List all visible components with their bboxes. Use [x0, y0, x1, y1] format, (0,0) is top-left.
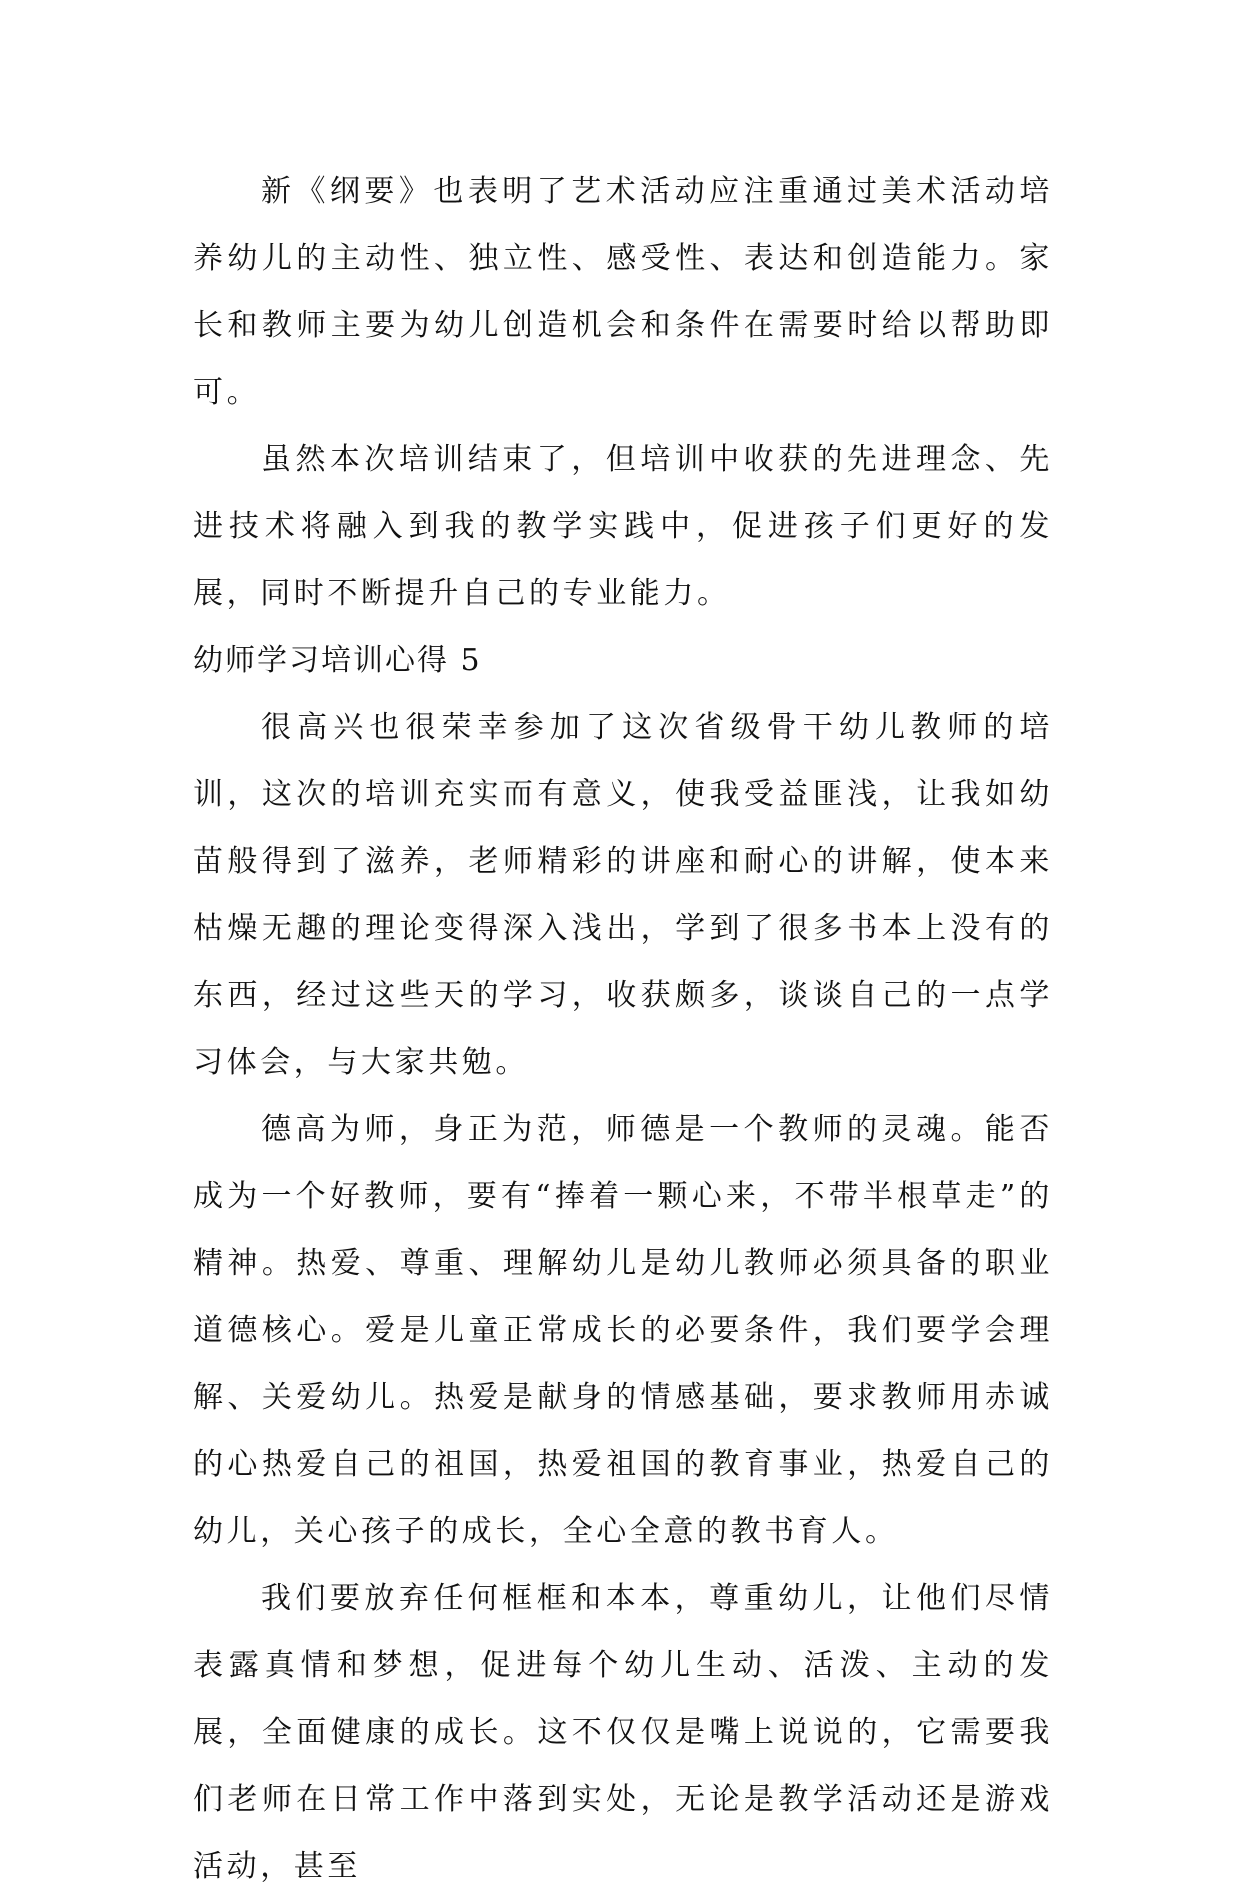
paragraph-teacher-ethics: 德高为师，身正为范，师德是一个教师的灵魂。能否成为一个好教师，要有“捧着一颗心来，不带半根草走”的精神。热爱、尊重、理解幼儿是幼儿教师必须具备的职业道德核心。爱是儿童正常成长的必要条件，我们要学会理解、关爱幼儿。热爱是献身的情感基础，要求教师用赤诚的心热爱自己的祖国，热爱祖国的教育事业，热爱自己的幼儿，关心孩子的成长，全心全意的教书育人。	[193, 1112, 1053, 1549]
paragraph-art-activities: 新《纲要》也表明了艺术活动应注重通过美术活动培养幼儿的主动性、独立性、感受性、表达和创造能力。家长和教师主要为幼儿创造机会和条件在需要时给以帮助即可。	[193, 174, 1053, 410]
paragraph-honored-to-attend: 很高兴也很荣幸参加了这次省级骨干幼儿教师的培训，这次的培训充实而有意义，使我受益匪浅，让我如幼苗般得到了滋养，老师精彩的讲座和耐心的讲解，使本来枯燥无趣的理论变得深入浅出，学到了很多书本上没有的东西，经过这些天的学习，收获颇多，谈谈自己的一点学习体会，与大家共勉。	[193, 710, 1053, 1080]
section-heading: 幼师学习培训心得 5	[193, 643, 482, 678]
paragraph-respect-children: 我们要放弃任何框框和本本，尊重幼儿，让他们尽情表露真情和梦想，促进每个幼儿生动、活泼、主动的发展，全面健康的成长。这不仅仅是嘴上说说的，它需要我们老师在日常工作中落到实处，无论是教学活动还是游戏活动，甚至	[193, 1581, 1053, 1884]
paragraph-training-ended: 虽然本次培训结束了，但培训中收获的先进理念、先进技术将融入到我的教学实践中，促进孩子们更好的发展，同时不断提升自己的专业能力。	[193, 442, 1053, 611]
document-body	[193, 158, 1053, 1900]
